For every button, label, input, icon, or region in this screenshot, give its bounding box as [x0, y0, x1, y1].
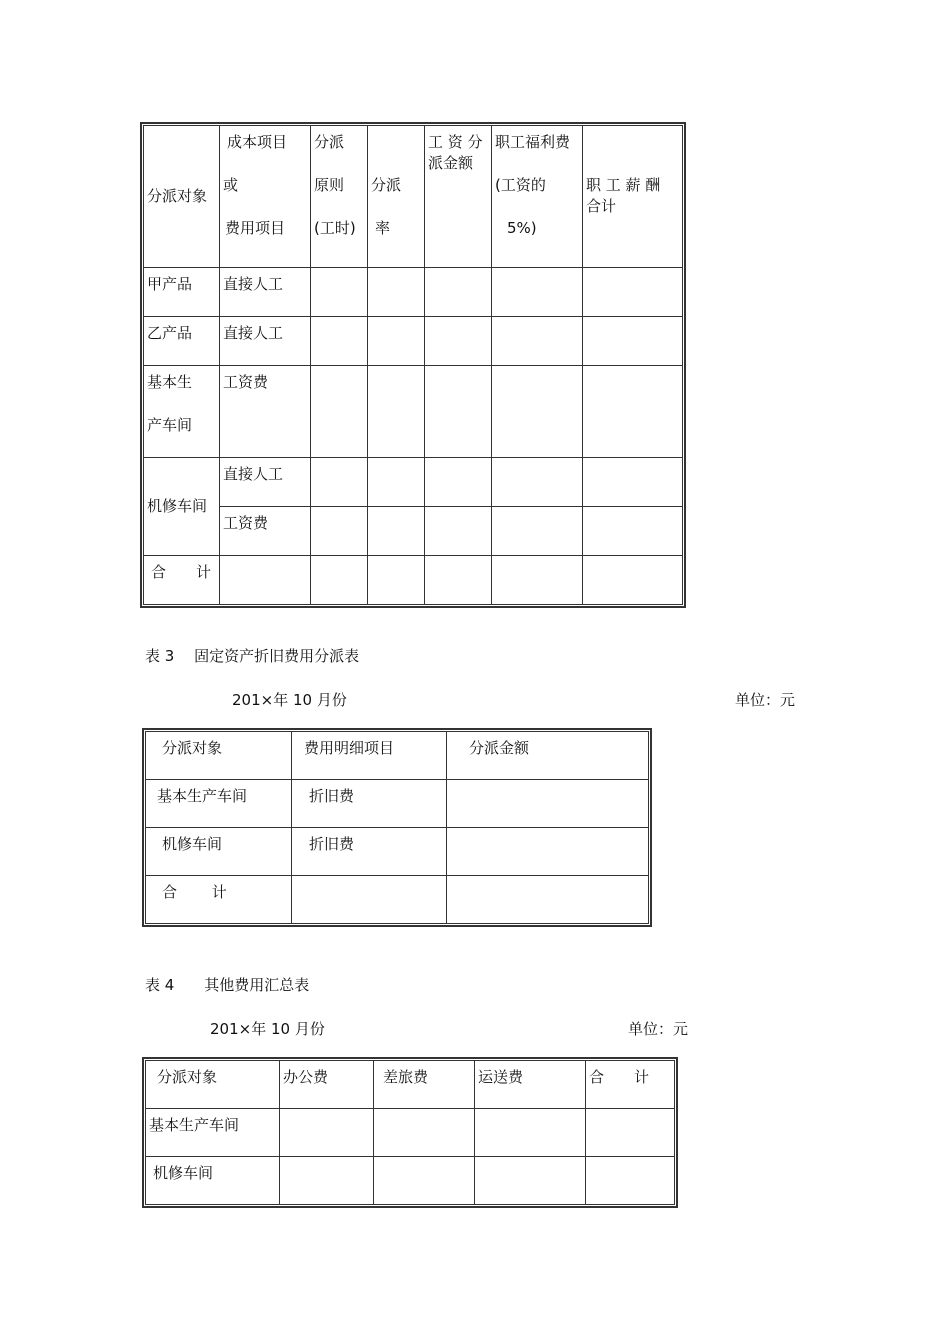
cell — [447, 780, 649, 828]
row-target: 基本生产车间 — [146, 1109, 280, 1157]
row-item: 工资费 — [220, 507, 311, 556]
header-wage-amount: 工 资 分派金额 — [425, 126, 492, 268]
header-basis: 分派 原则 (工时) — [311, 126, 368, 268]
cell — [583, 317, 683, 366]
table-header-row — [146, 1061, 675, 1109]
row-item: 折旧费 — [292, 828, 447, 876]
cell — [374, 1109, 475, 1157]
cell — [492, 268, 583, 317]
cell — [425, 366, 492, 458]
header-target: 分派对象 — [146, 732, 292, 780]
table4-caption: 表 4 其他费用汇总表 — [145, 976, 310, 994]
cell — [311, 556, 368, 605]
cell — [583, 366, 683, 458]
header-office: 办公费 — [280, 1061, 374, 1109]
cell — [492, 556, 583, 605]
header-target: 分派对象 — [144, 126, 220, 268]
header-rate: 分派 率 — [368, 126, 425, 268]
cell — [447, 828, 649, 876]
cell — [368, 317, 425, 366]
row-target: 机修车间 — [144, 458, 220, 556]
row-item: 工资费 — [220, 366, 311, 458]
cell — [368, 507, 425, 556]
cell — [292, 876, 447, 924]
table-row — [146, 1109, 675, 1157]
cell — [311, 268, 368, 317]
table4-unit: 单位：元 — [628, 1020, 689, 1038]
row-target: 甲产品 — [144, 268, 220, 317]
header-target: 分派对象 — [146, 1061, 280, 1109]
row-target: 机修车间 — [146, 828, 292, 876]
header-amount: 分派金额 — [447, 732, 649, 780]
row-item: 直接人工 — [220, 317, 311, 366]
cell — [586, 1109, 675, 1157]
table3-period: 201×年 10 月份 — [232, 691, 347, 709]
row-item: 折旧费 — [292, 780, 447, 828]
cell — [475, 1157, 586, 1205]
table-row — [144, 507, 683, 556]
table-header-row — [146, 732, 649, 780]
cell — [586, 1157, 675, 1205]
cell — [311, 458, 368, 507]
header-cost-item: 成本项目 或 费用项目 — [220, 126, 311, 268]
cell — [425, 268, 492, 317]
header-salary-total: 职 工 薪 酬 合计 — [583, 126, 683, 268]
cell — [583, 458, 683, 507]
cell — [475, 1109, 586, 1157]
cell — [492, 507, 583, 556]
row-target: 乙产品 — [144, 317, 220, 366]
cell — [583, 268, 683, 317]
cell — [280, 1109, 374, 1157]
table-header-row — [144, 126, 683, 268]
row-target: 机修车间 — [146, 1157, 280, 1205]
cell — [425, 458, 492, 507]
cell — [368, 366, 425, 458]
cell — [368, 268, 425, 317]
header-welfare: 职工福利费 (工资的 5%) — [492, 126, 583, 268]
cell — [492, 458, 583, 507]
table3-caption: 表 3 固定资产折旧费用分派表 — [145, 647, 360, 665]
table-row — [144, 458, 683, 507]
cell — [583, 556, 683, 605]
cell — [583, 507, 683, 556]
cell — [220, 556, 311, 605]
cell — [311, 366, 368, 458]
cell — [447, 876, 649, 924]
table-row — [144, 366, 683, 458]
cell — [374, 1157, 475, 1205]
row-target: 基本生 产车间 — [144, 366, 220, 458]
cell — [311, 317, 368, 366]
cell — [492, 317, 583, 366]
table-row — [146, 876, 649, 924]
cell — [492, 366, 583, 458]
table-row — [146, 828, 649, 876]
table-row — [144, 317, 683, 366]
cell — [425, 317, 492, 366]
header-item: 费用明细项目 — [292, 732, 447, 780]
row-target: 基本生产车间 — [146, 780, 292, 828]
cell — [425, 556, 492, 605]
wage-allocation-table — [143, 125, 683, 605]
row-item: 直接人工 — [220, 268, 311, 317]
cell — [280, 1157, 374, 1205]
cell — [425, 507, 492, 556]
table-row — [146, 780, 649, 828]
depreciation-table — [145, 731, 649, 924]
cell — [368, 458, 425, 507]
table4-period: 201×年 10 月份 — [210, 1020, 325, 1038]
table-row — [146, 1157, 675, 1205]
header-travel: 差旅费 — [374, 1061, 475, 1109]
cell — [368, 556, 425, 605]
header-total: 合 计 — [586, 1061, 675, 1109]
other-expense-table — [145, 1060, 675, 1205]
table3-unit: 单位：元 — [735, 691, 796, 709]
row-target: 合 计 — [146, 876, 292, 924]
table-row — [144, 556, 683, 605]
header-transport: 运送费 — [475, 1061, 586, 1109]
table-row — [144, 268, 683, 317]
row-item: 直接人工 — [220, 458, 311, 507]
cell — [311, 507, 368, 556]
row-target: 合 计 — [144, 556, 220, 605]
